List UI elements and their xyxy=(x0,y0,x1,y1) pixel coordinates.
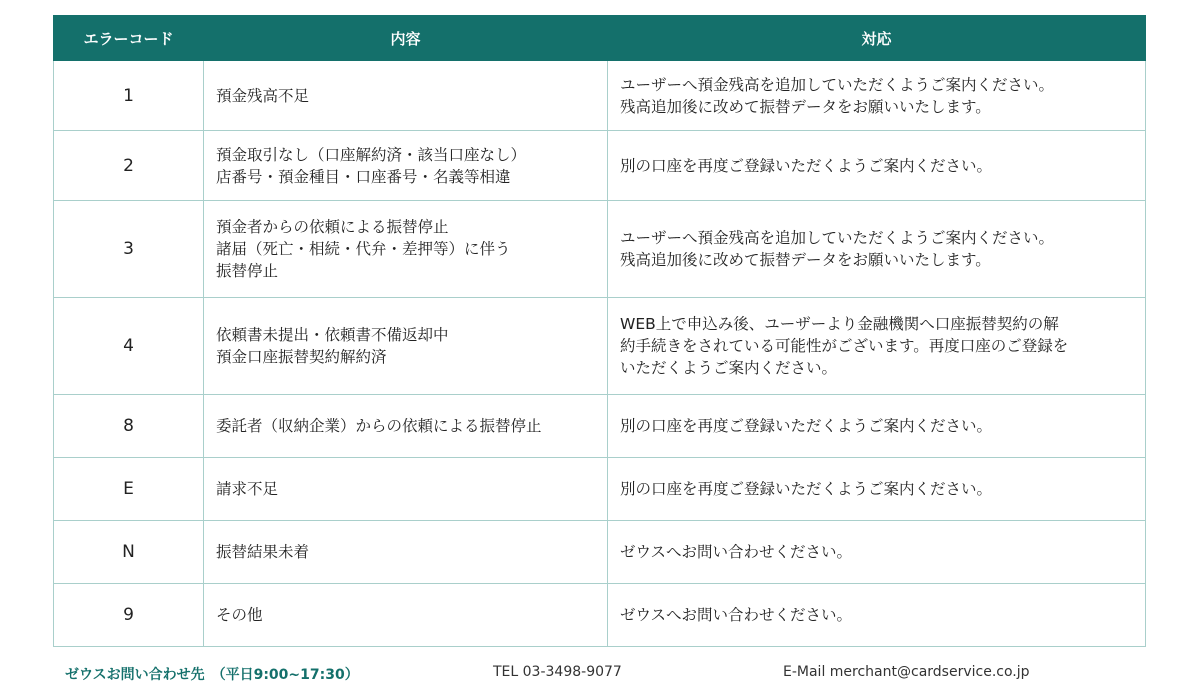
response-cell: ゼウスへお問い合わせください。 xyxy=(608,584,1146,647)
phone-number[interactable]: TEL 03-3498-9077 xyxy=(493,664,622,680)
error-code-cell: 3 xyxy=(54,201,204,298)
contact-footer xyxy=(0,664,1200,686)
table-header xyxy=(54,16,1146,61)
table-row xyxy=(54,521,1146,584)
content-cell: その他 xyxy=(204,584,608,647)
response-cell: WEB上で申込み後、ユーザーより金融機関へ口座振替契約の解 約手続きをされている可能性がございます。再度口座のご登録を いただくようご案内ください。 xyxy=(608,298,1146,395)
content-cell: 依頼書未提出・依頼書不備返却中 預金口座振替契約解約済 xyxy=(204,298,608,395)
table-row xyxy=(54,584,1146,647)
content-cell: 請求不足 xyxy=(204,458,608,521)
table-row xyxy=(54,201,1146,298)
contact-hours-label: ゼウスお問い合わせ先 （平日9:00~17:30） xyxy=(65,667,359,683)
error-code-cell: 2 xyxy=(54,131,204,201)
response-cell: ユーザーへ預金残高を追加していただくようご案内ください。 残高追加後に改めて振替データをお願いいたします。 xyxy=(608,201,1146,298)
response-cell: ゼウスへお問い合わせください。 xyxy=(608,521,1146,584)
table-body xyxy=(54,61,1146,647)
response-cell: 別の口座を再度ご登録いただくようご案内ください。 xyxy=(608,395,1146,458)
error-code-cell: 9 xyxy=(54,584,204,647)
error-code-table xyxy=(53,15,1146,647)
header-error-code: エラーコード xyxy=(54,16,204,61)
error-code-cell: 4 xyxy=(54,298,204,395)
table-row xyxy=(54,131,1146,201)
table-row xyxy=(54,458,1146,521)
error-code-cell: N xyxy=(54,521,204,584)
error-code-cell: 8 xyxy=(54,395,204,458)
content-cell: 預金者からの依頼による振替停止 諸届（死亡・相続・代弁・差押等）に伴う 振替停止 xyxy=(204,201,608,298)
table-row xyxy=(54,61,1146,131)
table-header-row xyxy=(54,16,1146,61)
header-response: 対応 xyxy=(608,16,1146,61)
response-cell: ユーザーへ預金残高を追加していただくようご案内ください。 残高追加後に改めて振替データをお願いいたします。 xyxy=(608,61,1146,131)
content-cell: 預金残高不足 xyxy=(204,61,608,131)
error-code-cell: 1 xyxy=(54,61,204,131)
content-cell: 預金取引なし（口座解約済・該当口座なし） 店番号・預金種目・口座番号・名義等相違 xyxy=(204,131,608,201)
content-cell: 振替結果未着 xyxy=(204,521,608,584)
content-cell: 委託者（収納企業）からの依頼による振替停止 xyxy=(204,395,608,458)
error-code-cell: E xyxy=(54,458,204,521)
table-row xyxy=(54,298,1146,395)
email-address[interactable]: E-Mail merchant@cardservice.co.jp xyxy=(783,664,1030,680)
response-cell: 別の口座を再度ご登録いただくようご案内ください。 xyxy=(608,458,1146,521)
table-row xyxy=(54,395,1146,458)
error-code-table-container xyxy=(53,15,1145,647)
response-cell: 別の口座を再度ご登録いただくようご案内ください。 xyxy=(608,131,1146,201)
header-content: 内容 xyxy=(204,16,608,61)
